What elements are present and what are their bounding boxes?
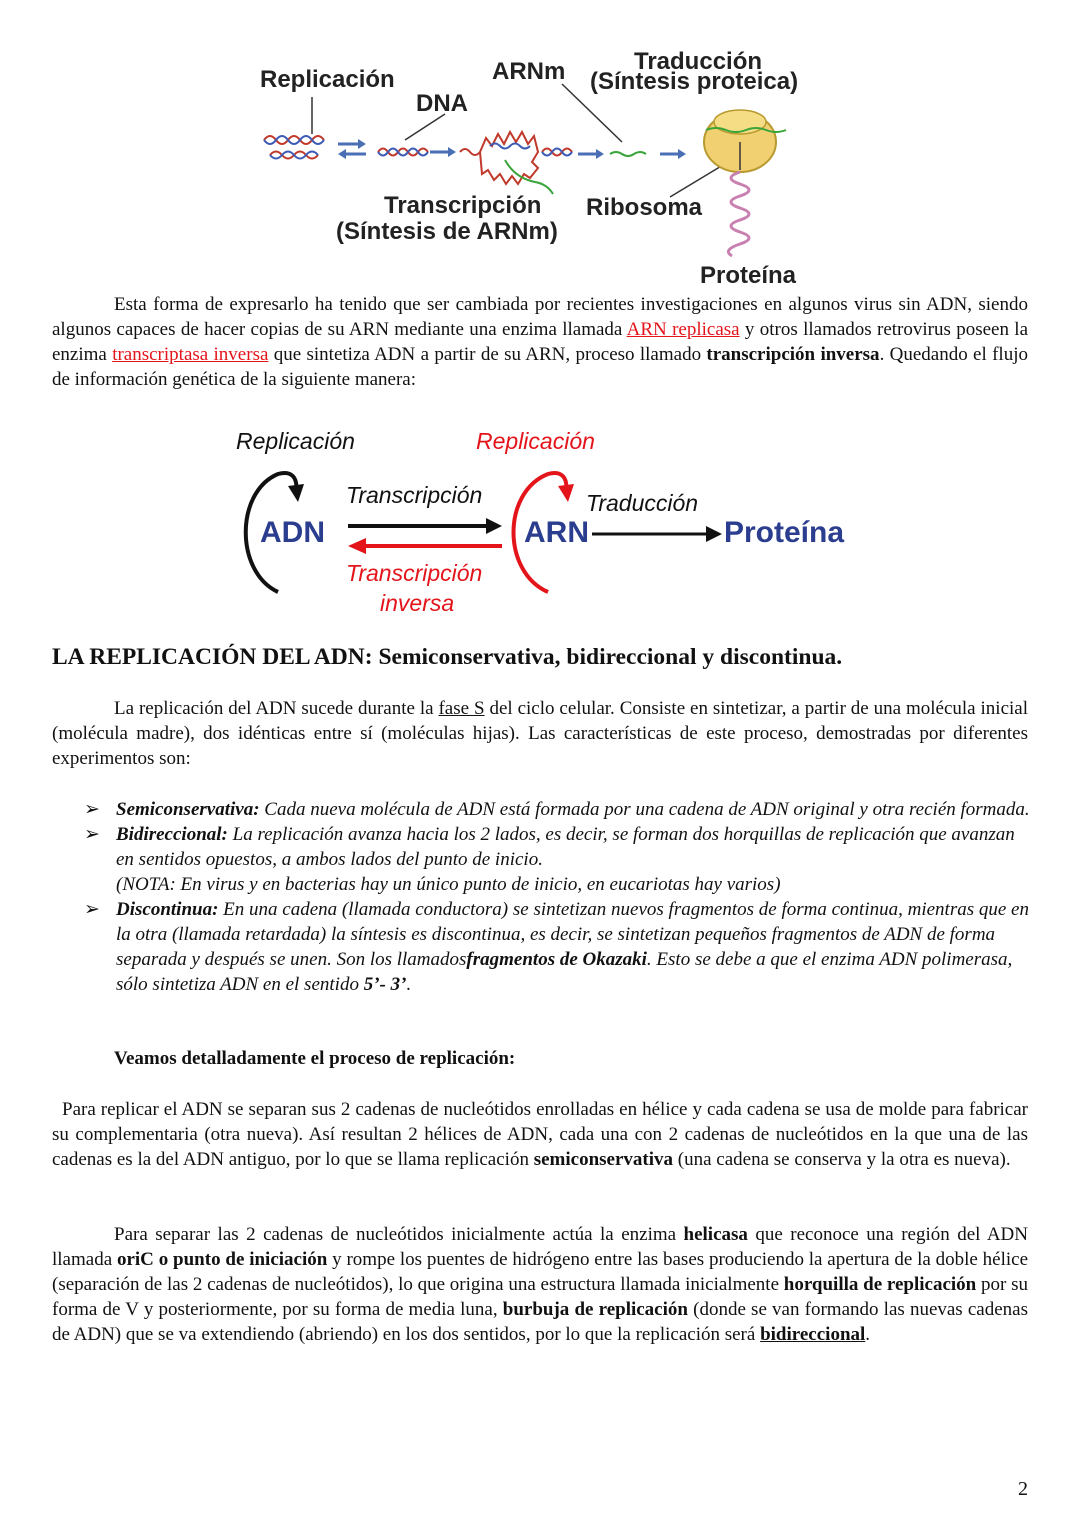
section-heading: LA REPLICACIÓN DEL ADN: Semiconservativa, bidireccional y discontinua. [52,644,843,670]
para1-text-3: que sintetiza ADN a partir de su ARN, proceso llamado [268,344,707,365]
bold-transcripcion-inversa: transcripción inversa [706,344,880,365]
label-proteina: Proteína [724,516,845,549]
bold-okazaki: fragmentos de Okazaki [466,949,647,970]
central-dogma-figure [250,42,830,292]
bullet-text-2: . Esto se debe a que el enzima ADN polimerasa, sólo sintetiza ADN en el sentido [116,949,1013,995]
label-proteina: Proteína [700,262,797,289]
bullet-text: La replicación avanza hacia los 2 lados, es decir, se forman dos horquillas de replicación que avanzan en sentidos opuestos, a ambos lados del punto de inicio. [116,824,1015,870]
characteristics-list [84,797,1034,997]
para3-text-1: Para replicar el ADN se separan sus 2 cadenas de nucleótidos enrolladas en hélice y cada cadena se usa de molde para fabricar su complementaria (otra nueva). Así resultan 2 hélices de ADN, cada una con 2 cadenas de nucleótidos en la que una de las cadenas es la del ADN antiguo, por lo que se llama replicación [52,1099,1028,1170]
bullet-arrow-icon: ➢ [84,824,100,845]
bullet-title: Discontinua: [116,899,219,920]
paragraph-4 [52,1222,1028,1347]
para4-text-4: por su forma de V y posteriormente, por su forma de media luna, [52,1274,1028,1320]
bold-burbuja: burbuja de replicación [502,1299,688,1320]
subheading [52,1046,1028,1071]
bullet-text: Cada nueva molécula de ADN está formada por una cadena de ADN original y otra recién formada. [259,799,1030,820]
underlined-fase-s: fase S [438,698,485,719]
label-replicacion-adn: Replicación [236,428,355,454]
label-replicacion: Replicación [260,66,395,93]
paragraph-1 [52,292,1028,392]
paragraph-2 [52,696,1028,771]
para4-text-2: que reconoce una región del ADN llamada [52,1224,1028,1270]
label-dna: DNA [416,90,468,117]
label-transcripcion: Transcripción [384,192,542,219]
bullet-text: En una cadena (llamada conductora) se sintetizan nuevos fragmentos de forma continua, mientras que en la otra (llamada retardada) la síntesis es discontinua, es decir, se sintetizan pequeños fragmentos de ADN de forma separada y después se unen. Son los llamados [116,899,1029,970]
label-traduccion: Traducción [634,48,763,75]
label-sintesis-proteica: (Síntesis proteica) [590,68,799,95]
bold-helicasa: helicasa [683,1224,748,1245]
label-arnm: ARNm [492,58,566,85]
label-ribosoma: Ribosoma [586,194,703,221]
genetic-flow-figure [230,422,870,622]
paragraph-3 [52,1097,1028,1172]
bullet-title: Semiconservativa: [116,799,260,820]
para1-text-2: y otros llamados retrovirus poseen la enzima [52,319,1029,365]
para2-text-1: La replicación del ADN sucede durante la [114,698,439,719]
bold-direction: 5’- 3’ [363,974,407,995]
bold-horquilla: horquilla de replicación [783,1274,977,1295]
para1-text-4: . Quedando el flujo de información genética de la siguiente manera: [52,344,1028,390]
label-replicacion-arn: Replicación [476,428,595,454]
para4-text-1: Para separar las 2 cadenas de nucleótidos inicialmente actúa la enzima [114,1224,684,1245]
para1-text-1: Esta forma de expresarlo ha tenido que ser cambiada por recientes investigaciones en algunos virus sin ADN, siendo algunos capaces de hacer copias de su ARN mediante una enzima llamada [52,294,1028,340]
link-arn-replicasa[interactable]: ARN replicasa [626,319,740,340]
bullet-note: (NOTA: En virus y en bacterias hay un único punto de inicio, en eucariotas hay varios) [116,874,781,895]
list-item [84,797,1034,822]
list-item [84,897,1034,997]
label-adn: ADN [260,516,325,549]
bullet-arrow-icon: ➢ [84,899,100,920]
bold-semiconservativa: semiconservativa [533,1149,674,1170]
para4-text-3: y rompe los puentes de hidrógeno entre las bases produciendo la apertura de la doble hélice (separación de las 2 cadenas de nucleótidos), lo que origina una estructura llamada inicialmente [52,1249,1029,1295]
label-arn: ARN [524,516,589,549]
bold-bidireccional: bidireccional [760,1324,866,1345]
link-transcriptasa-inversa[interactable]: transcriptasa inversa [112,344,269,365]
para4-text-6: . [865,1324,871,1345]
bullet-arrow-icon: ➢ [84,799,100,820]
label-sintesis-arnm: (Síntesis de ARNm) [336,218,558,245]
para2-text-2: del ciclo celular. Consiste en sintetizar, a partir de una molécula inicial (molécula madre), dos idénticas entre sí (moléculas hijas). Las características de este proceso, demostradas por diferentes experimentos son: [52,698,1029,769]
label-transcripcion-inversa-1: Transcripción [346,560,483,586]
list-item [84,822,1034,897]
para3-text-2: (una cadena se conserva y la otra es nueva). [673,1149,1011,1170]
para4-text-5: (donde se van formando las nuevas cadenas de ADN) que se va extendiendo (abriendo) en los dos sentidos, por lo que la replicación será [52,1299,1028,1345]
page-number: 2 [1018,1478,1028,1500]
bullet-title: Bidireccional: [116,824,228,845]
bold-oric: oriC o punto de iniciación [116,1249,328,1270]
label-transcripcion-inversa-2: inversa [380,590,455,616]
subheading-text: Veamos detalladamente el proceso de replicación: [114,1048,516,1069]
label-traduccion: Traducción [586,490,699,516]
bullet-text-3: . [406,974,412,995]
label-transcripcion: Transcripción [346,482,483,508]
